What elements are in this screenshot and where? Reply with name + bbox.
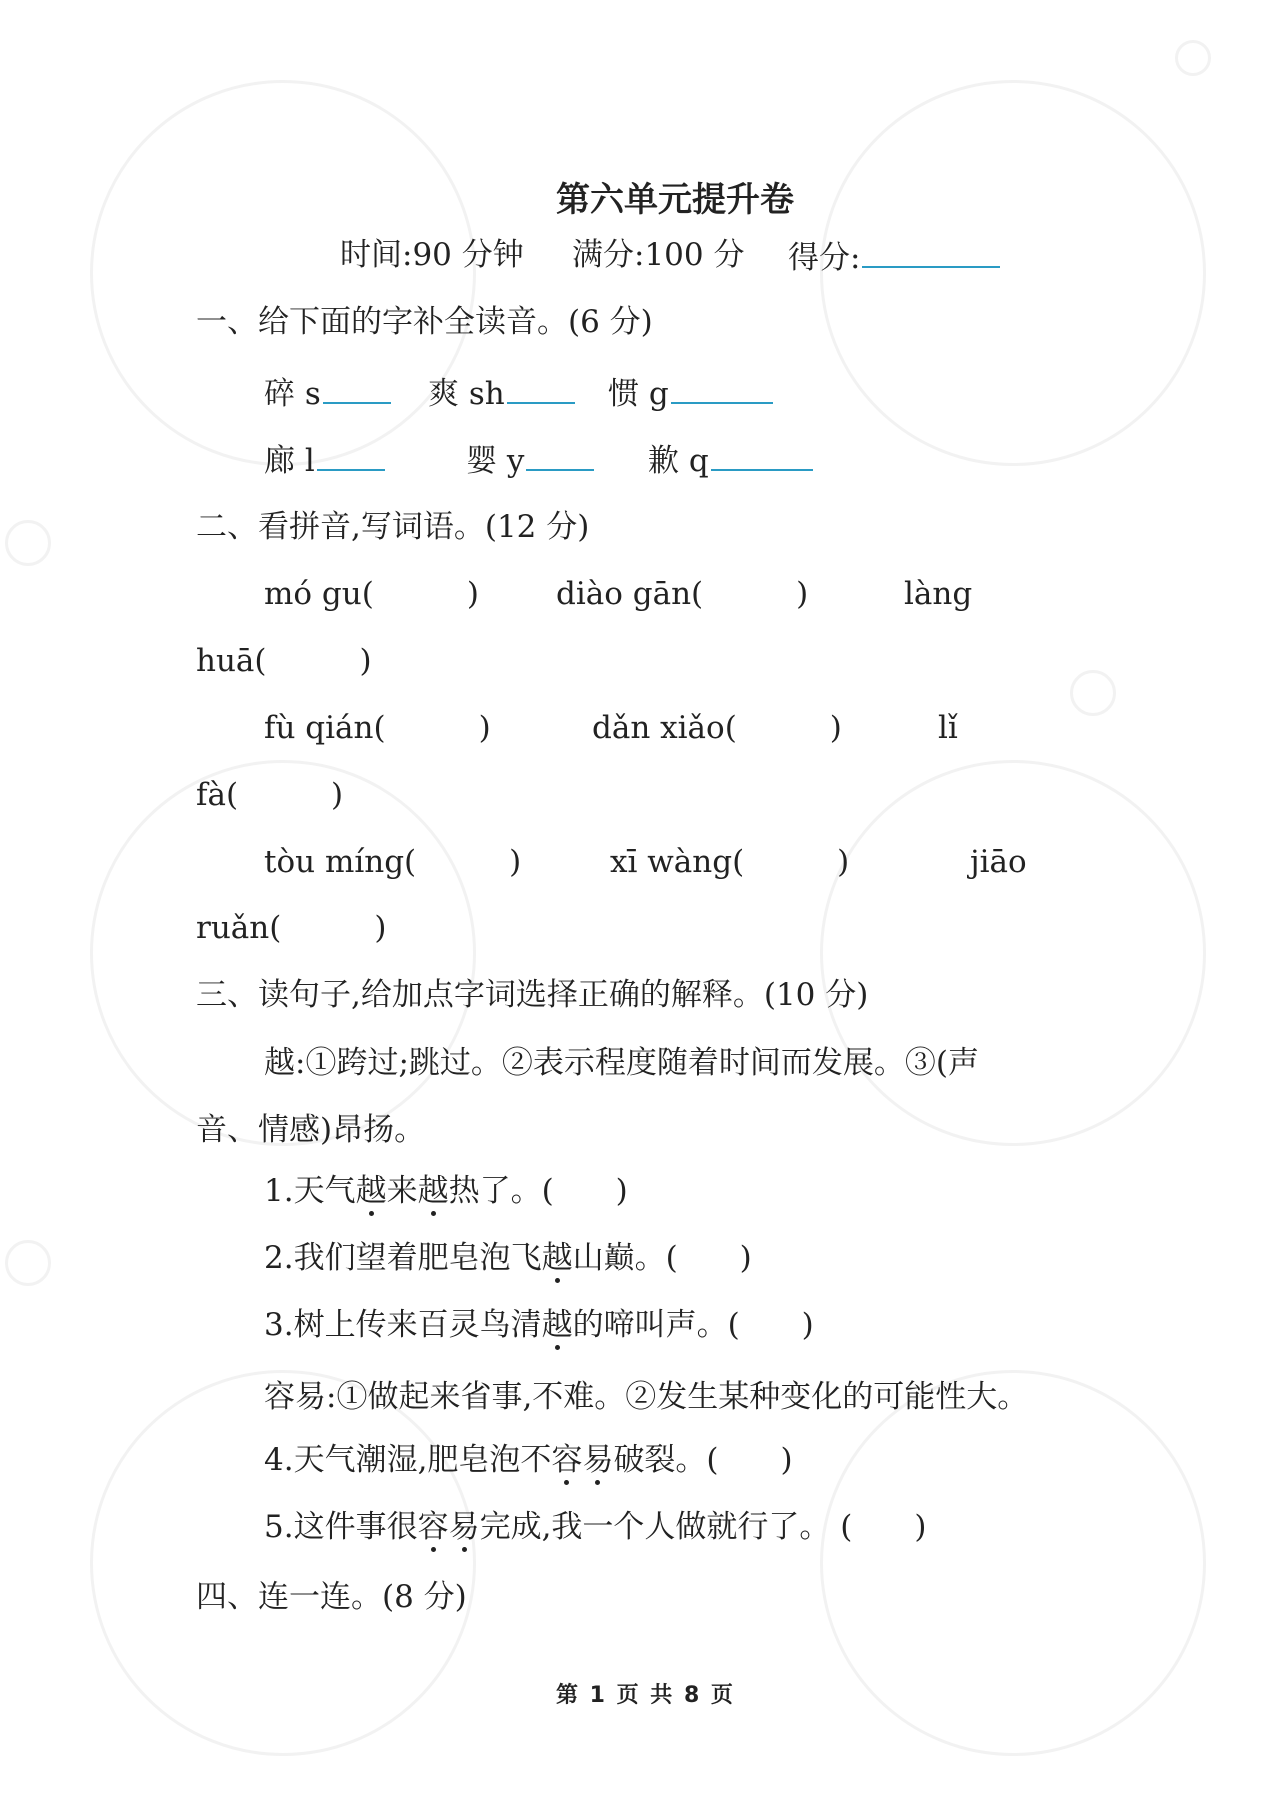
pinyin-word: huā( ) [196,643,372,679]
section1-heading: 一、给下面的字补全读音。(6 分) [196,304,653,340]
score-label: 得分: [788,240,861,276]
dotted-char: 容 [551,1442,583,1478]
pinyin-item: 爽 sh [428,376,575,410]
watermark-circle [90,1370,476,1756]
pinyin-word: lǐ [938,710,958,746]
pinyin-item: 婴 y [466,443,594,477]
watermark-circle [90,760,476,1146]
pinyin-word: mó gu( ) [264,576,479,612]
score-blank[interactable] [862,240,1000,268]
question-4: 4.天气潮湿,肥皂泡不容易破裂。( ) [264,1442,793,1478]
pinyin-word: fù qián( ) [264,710,491,746]
question-2: 2.我们望着肥皂泡飞越山巅。( ) [264,1240,752,1276]
dotted-char: 越 [541,1307,573,1343]
section4-heading: 四、连一连。(8 分) [196,1579,467,1615]
dotted-char: 越 [355,1173,387,1209]
definition-rongyi: 容易:①做起来省事,不难。②发生某种变化的可能性大。 [264,1379,1029,1415]
pinyin-word: tòu míng( ) [264,844,522,880]
answer-blank[interactable] [317,443,385,471]
question-5: 5.这件事很容易完成,我一个人做就行了。 ( ) [264,1509,927,1545]
watermark-dot [5,520,51,566]
pinyin-word: jiāo [970,844,1027,880]
section3-heading: 三、读句子,给加点字词选择正确的解释。(10 分) [196,977,869,1013]
pinyin-word: xī wàng( ) [610,844,850,880]
pinyin-word: diào gān( ) [556,576,809,612]
pinyin-item: 惯 g [608,376,773,410]
question-3: 3.树上传来百灵鸟清越的啼叫声。( ) [264,1307,814,1343]
dotted-char: 易 [582,1442,614,1478]
watermark-dot [1070,670,1116,716]
pinyin-item: 歉 q [648,443,813,477]
dotted-char: 越 [541,1240,573,1276]
pinyin-word: dǎn xiǎo( ) [592,710,842,746]
dotted-char: 越 [417,1173,449,1209]
score-field[interactable] [788,240,1000,274]
answer-blank[interactable] [671,376,773,404]
watermark-dot [5,1240,51,1286]
answer-blank[interactable] [507,376,575,404]
watermark-circle [820,760,1206,1146]
pinyin-word: fà( ) [196,777,344,813]
watermark-circle [820,1370,1206,1756]
time-info: 时间:90 分钟 [340,237,524,273]
answer-blank[interactable] [711,443,813,471]
page-title: 第六单元提升卷 [556,180,794,220]
pinyin-item: 碎 s [264,376,391,410]
page-number: 第 1 页 共 8 页 [556,1683,735,1708]
dotted-char: 容 [417,1509,449,1545]
pinyin-item: 廊 l [264,443,385,477]
answer-blank[interactable] [526,443,594,471]
full-score-info: 满分:100 分 [572,237,745,273]
section2-heading: 二、看拼音,写词语。(12 分) [196,509,590,545]
definition-yue: 越:①跨过;跳过。②表示程度随着时间而发展。③(声 [264,1045,979,1081]
definition-yue-cont: 音、情感)昂扬。 [196,1112,426,1148]
dotted-char: 易 [448,1509,480,1545]
answer-blank[interactable] [323,376,391,404]
question-1: 1.天气越来越热了。( ) [264,1173,628,1209]
pinyin-word: làng [904,576,973,612]
pinyin-word: ruǎn( ) [196,910,387,946]
watermark-dot [1175,40,1211,76]
